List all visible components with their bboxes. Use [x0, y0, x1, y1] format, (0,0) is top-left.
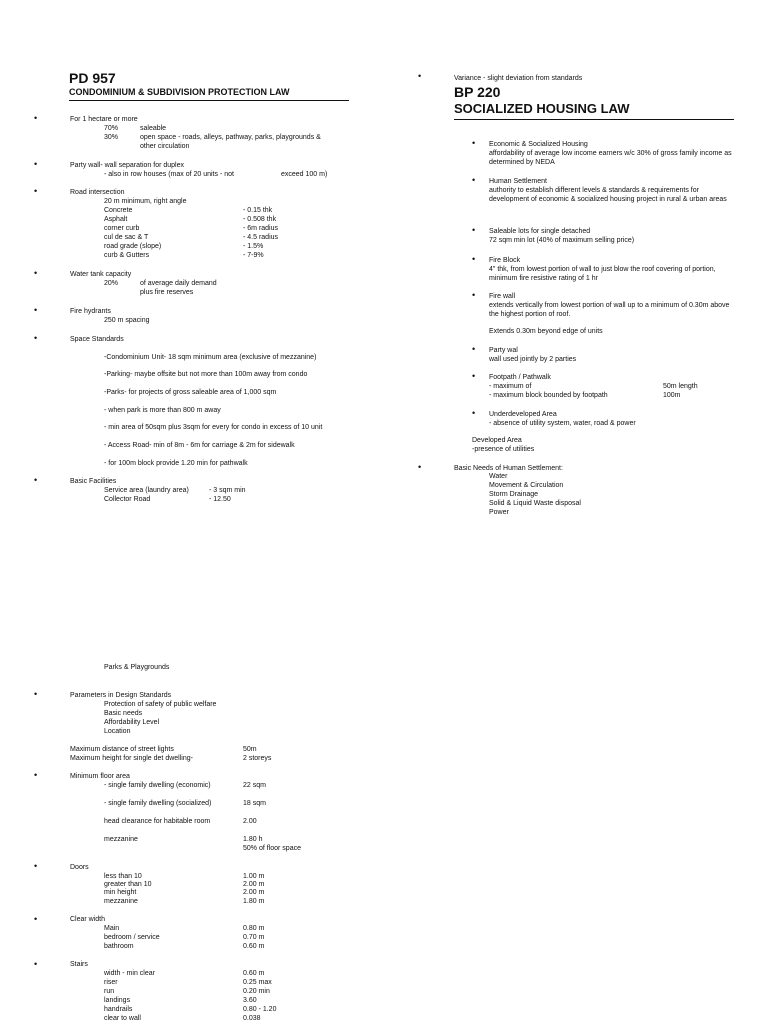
bp-item-head: Human Settlement [489, 178, 547, 185]
road-label: Road intersection [70, 189, 125, 196]
stairs-key: clear to wall [104, 1015, 141, 1022]
basic-needs-item: Movement & Circulation [489, 482, 564, 489]
footpath-key: - maximum block bounded by footpath [489, 392, 608, 399]
bullet-icon: • [472, 225, 476, 235]
floor-value: 18 sqm [243, 800, 266, 807]
params-label: Parameters in Design Standards [70, 692, 172, 699]
road-value: - 1.5% [243, 243, 264, 250]
basic-needs-item: Water [489, 473, 508, 480]
bullet-icon: • [472, 408, 476, 418]
bp-item-head: Saleable lots for single detached [489, 228, 591, 235]
clear-key: Main [104, 925, 120, 932]
basic-needs-label: Basic Needs of Human Settlement: [454, 465, 563, 472]
bullet-icon: • [34, 475, 38, 485]
bullet-icon: • [34, 268, 38, 278]
road-key: Concrete [104, 207, 133, 214]
bp-item-head: Fire Block [489, 257, 521, 264]
party-wall-line: - also in row houses (max of 20 units - not [104, 171, 234, 178]
street-key: Maximum distance of street lights [70, 746, 174, 753]
party-wall-label: Party wall- wall separation for duplex [70, 162, 184, 169]
bullet-icon: • [34, 333, 38, 343]
hectare-desc: open space - roads, alleys, pathway, parks, playgrounds & [140, 134, 321, 141]
basic-key: Collector Road [104, 496, 151, 503]
stairs-label: Stairs [70, 961, 88, 968]
hectare-desc: saleable [140, 125, 167, 132]
pd957-underline [69, 100, 349, 101]
space-item: - Access Road- min of 8m - 6m for carriage & 2m for sidewalk [104, 442, 295, 449]
hydrant-label: Fire hydrants [70, 308, 111, 315]
space-item: - min area of 50sqm plus 3sqm for every for condo in excess of 10 unit [104, 424, 323, 431]
bp-item-body: 4" thk, from lowest portion of wall to just blow the roof covering of portion, minimum fire resistive rating of 1 hr [489, 266, 716, 282]
water-label: Water tank capacity [70, 271, 132, 278]
bp-item-body: affordability of average low income earners w/c 30% of gross family income as determined by NEDA [489, 150, 732, 166]
stairs-value: 3.60 [243, 997, 257, 1004]
floor-key: mezzanine [104, 836, 138, 843]
space-item: -Condominium Unit- 18 sqm minimum area (exclusive of mezzanine) [104, 354, 317, 361]
doors-key: min height [104, 889, 137, 896]
basic-label: Basic Facilities [70, 478, 117, 485]
bullet-icon: • [472, 290, 476, 300]
bullet-icon: • [34, 186, 38, 196]
bp-item-body: - absence of utility system, water, road & power [489, 420, 636, 427]
space-label: Space Standards [70, 336, 124, 343]
street-value: 2 storeys [243, 755, 272, 762]
basic-needs-item: Storm Drainage [489, 491, 539, 498]
party-wall-line-tail: exceed 100 m) [281, 171, 328, 178]
floor-value: 2.00 [243, 818, 257, 825]
pd957-title: PD 957 [69, 70, 116, 86]
basic-value: - 12.50 [209, 496, 231, 503]
developed-head: Developed Area [472, 437, 522, 444]
floor-key: head clearance for habitable room [104, 818, 211, 825]
street-value: 50m [243, 746, 257, 753]
bullet-icon: • [34, 689, 38, 699]
clear-label: Clear width [70, 916, 106, 923]
bullet-icon: • [34, 113, 38, 123]
bullet-icon: • [34, 914, 38, 924]
bullet-icon: • [418, 71, 422, 81]
parks-label: Parks & Playgrounds [104, 664, 170, 671]
bullet-icon: • [34, 159, 38, 169]
floor-value: 22 sqm [243, 782, 266, 789]
stairs-key: handrails [104, 1006, 133, 1013]
road-sub: 20 m minimum, right angle [104, 198, 187, 205]
footpath-value: 50m length [663, 383, 698, 390]
bullet-icon: • [34, 770, 38, 780]
road-key: cul de sac & T [104, 234, 149, 241]
doors-value: 2.00 m [243, 889, 265, 896]
hectare-pct: 30% [104, 134, 119, 141]
stairs-key: width - min clear [104, 970, 155, 977]
water-line: of average daily demand [140, 280, 217, 287]
stairs-value: 0.60 m [243, 970, 265, 977]
clear-key: bedroom / service [104, 934, 160, 941]
bp-item-body: wall used jointly by 2 parties [489, 356, 577, 363]
fire-wall-extra: Extends 0.30m beyond edge of units [489, 328, 603, 335]
hectare-desc: other circulation [140, 143, 190, 150]
water-pct: 20% [104, 280, 119, 287]
basic-needs-item: Power [489, 509, 509, 516]
floor-key: - single family dwelling (socialized) [104, 800, 212, 807]
stairs-value: 0.80 - 1.20 [243, 1006, 277, 1013]
developed-body: -presence of utilities [472, 446, 535, 453]
bullet-icon: • [472, 344, 476, 354]
bp220-title: BP 220 [454, 84, 501, 100]
stairs-value: 0.20 min [243, 988, 270, 995]
params-item: Affordability Level [104, 719, 160, 726]
bp-item-head: Fire wall [489, 293, 516, 300]
doors-value: 1.00 m [243, 873, 265, 880]
bp-item-body: extends vertically from lowest portion of wall up to a minimum of 0.30m above the highest portion of roof. [489, 302, 730, 318]
bp-item-body: authority to establish different levels & standards & requirements for development of economic & socialized housing project in rural & urban areas [489, 187, 727, 203]
bp-item-head: Economic & Socialized Housing [489, 141, 588, 148]
bp-item-head: Underdeveloped Area [489, 411, 557, 418]
pd957-subtitle: CONDOMINIUM & SUBDIVISION PROTECTION LAW [69, 87, 290, 97]
doors-value: 2.00 m [243, 881, 265, 888]
footpath-head: Footpath / Pathwalk [489, 374, 551, 381]
road-value: - 6m radius [243, 225, 279, 232]
road-key: curb & Gutters [104, 252, 150, 259]
road-key: corner curb [104, 225, 140, 232]
hectare-pct: 70% [104, 125, 119, 132]
bp-item-head: Party wal [489, 347, 518, 354]
road-value: - 7-9% [243, 252, 264, 259]
doors-key: mezzanine [104, 898, 138, 905]
basic-needs-item: Solid & Liquid Waste disposal [489, 500, 581, 507]
road-key: road grade (slope) [104, 243, 162, 250]
params-item: Basic needs [104, 710, 143, 717]
floor-key: - single family dwelling (economic) [104, 782, 211, 789]
bp220-subtitle: SOCIALIZED HOUSING LAW [454, 101, 630, 116]
stairs-key: run [104, 988, 115, 995]
road-value: - 4.5 radius [243, 234, 279, 241]
floor-value: 1.80 h [243, 836, 263, 843]
bullet-icon: • [472, 175, 476, 185]
stairs-value: 0.25 max [243, 979, 272, 986]
params-item: Protection of safety of public welfare [104, 701, 217, 708]
road-value: - 0.15 thk [243, 207, 273, 214]
hydrant-sub: 250 m spacing [104, 317, 150, 324]
bullet-icon: • [34, 861, 38, 871]
road-value: - 0.508 thk [243, 216, 277, 223]
space-item: - when park is more than 800 m away [104, 407, 221, 414]
bullet-icon: • [34, 305, 38, 315]
clear-value: 0.70 m [243, 934, 265, 941]
variance-text: Variance - slight deviation from standards [454, 75, 583, 82]
stairs-key: landings [104, 997, 131, 1004]
bullet-icon: • [34, 959, 38, 969]
bullet-icon: • [472, 138, 476, 148]
basic-value: - 3 sqm min [209, 487, 246, 494]
hectare-label: For 1 hectare or more [70, 116, 138, 123]
clear-value: 0.80 m [243, 925, 265, 932]
street-key: Maximum height for single det dwelling- [70, 755, 193, 762]
bullet-icon: • [418, 462, 422, 472]
water-line: plus fire reserves [140, 289, 194, 296]
floor-value: 50% of floor space [243, 845, 301, 852]
doors-label: Doors [70, 864, 89, 871]
params-item: Location [104, 728, 131, 735]
bullet-icon: • [472, 371, 476, 381]
bp-item-body: 72 sqm min lot (40% of maximum selling price) [489, 237, 635, 244]
clear-key: bathroom [104, 943, 134, 950]
space-item: -Parking- maybe offsite but not more than 100m away from condo [104, 371, 308, 378]
space-item: -Parks- for projects of gross saleable area of 1,000 sqm [104, 389, 277, 396]
bp220-underline [454, 119, 734, 120]
doors-key: greater than 10 [104, 881, 152, 888]
bullet-icon: • [472, 254, 476, 264]
footpath-key: - maximum of [489, 383, 532, 390]
road-key: Asphalt [104, 216, 128, 223]
footpath-value: 100m [663, 392, 681, 399]
stairs-key: riser [104, 979, 118, 986]
clear-value: 0.60 m [243, 943, 265, 950]
floor-label: Minimum floor area [70, 773, 130, 780]
basic-key: Service area (laundry area) [104, 487, 189, 494]
stairs-value: 0.038 [243, 1015, 261, 1022]
doors-key: less than 10 [104, 873, 142, 880]
space-item: - for 100m block provide 1.20 min for pathwalk [104, 460, 248, 467]
doors-value: 1.80 m [243, 898, 265, 905]
